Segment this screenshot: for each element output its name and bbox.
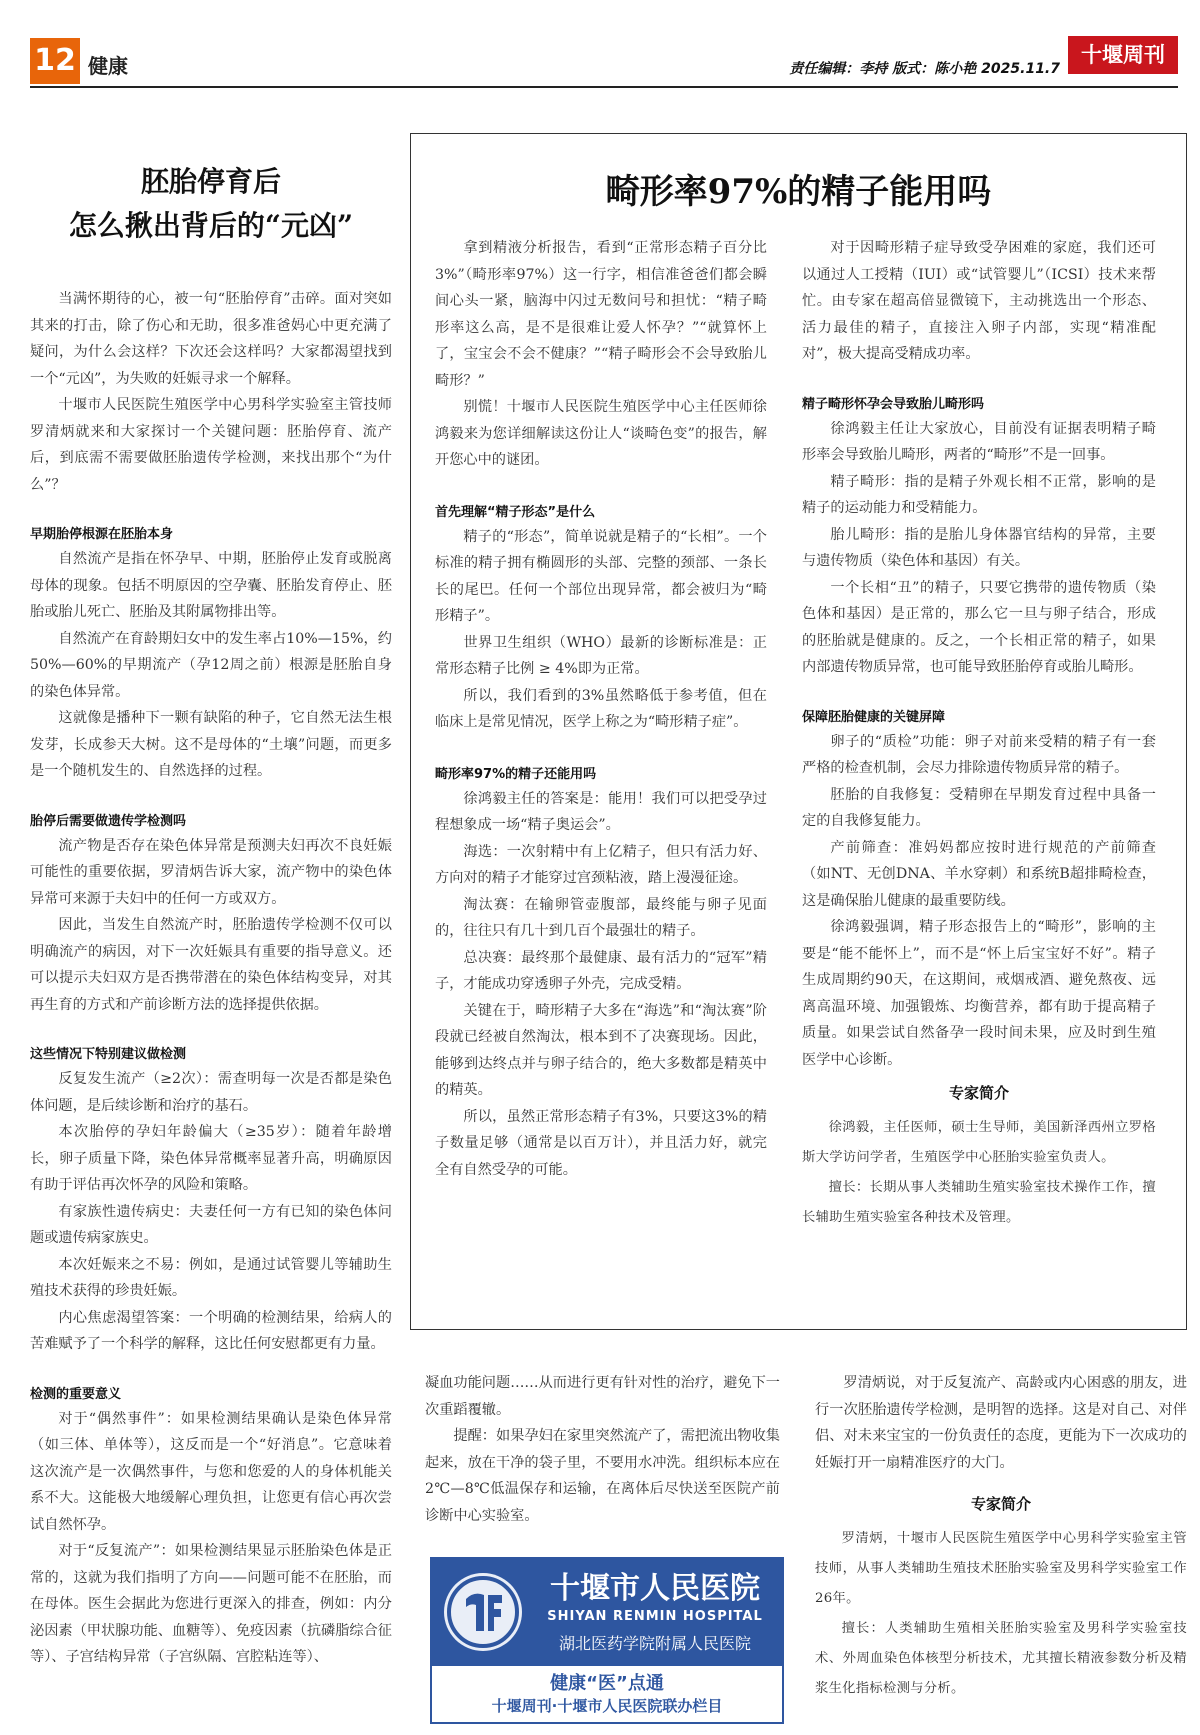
hospital-name-en: SHIYAN RENMIN HOSPITAL (547, 1609, 763, 1624)
left-article (30, 160, 392, 1671)
page-number: 12 (30, 38, 80, 84)
paragraph: 别慌！十堰市人民医院生殖医学中心主任医师徐鸿毅来为您详细解读这份让人“谈畸色变”的报告，解开您心中的谜团。 (435, 399, 767, 468)
paragraph: 十堰市人民医院生殖医学中心男科学实验室主管技师罗清炳就来和大家探讨一个关键问题：胚胎停育、流产后，到底需不需要做胚胎遗传学检测，来找出那个“为什么”？ (30, 397, 392, 493)
paragraph: 内心焦虑渴望答案：一个明确的检测结果，给病人的苦难赋予了一个科学的解释，这比任何安慰都更有力量。 (30, 1309, 392, 1352)
left-article-title-line2: 怎么揪出背后的“元凶” (68, 209, 354, 242)
left-article-title-line1: 胚胎停育后 (140, 165, 281, 198)
paragraph: 产前筛查：准妈妈都应按时进行规范的产前筛查（如NT、无创DNA、羊水穿刺）和系统B超排畸检查，这是确保胎儿健康的最重要防线。 (802, 839, 1156, 909)
paragraph: 徐鸿毅主任让大家放心，目前没有证据表明精子畸形率会导致胎儿畸形，两者的“畸形”不是一回事。 (802, 420, 1156, 463)
masthead-logo: 十堰周刊 (1068, 36, 1178, 74)
paragraph: 所以，虽然正常形态精子有3%，只要这3%的精子数量足够（通常是以百万计），并且活力好，就完全有自然受孕的可能。 (435, 1108, 767, 1178)
section-heading: 检测的重要意义 (30, 1386, 122, 1402)
paragraph: 卵子的“质检”功能：卵子对前来受精的精子有一套严格的检查机制，会尽力排除遗传物质异常的精子。 (802, 733, 1156, 776)
section-heading: 畸形率97%的精子还能用吗 (435, 766, 597, 782)
section-heading: 胎停后需要做遗传学检测吗 (30, 813, 187, 829)
paragraph: 徐鸿毅主任的答案是：能用！我们可以把受孕过程想象成一场“精子奥运会”。 (435, 790, 767, 833)
boxed-article-title: 畸形率97%的精子能用吗 (605, 172, 992, 212)
paragraph: 流产物是否存在染色体异常是预测夫妇再次不良妊娠可能性的重要依据，罗清炳告诉大家，流产物中的染色体异常可来源于夫妇中的任何一方或双方。 (30, 837, 392, 907)
paragraph: 胚胎的自我修复：受精卵在早期发育过程中具备一定的自我修复能力。 (802, 786, 1156, 829)
expert-bio: 罗清炳，十堰市人民医院生殖医学中心男科学实验室主管技师，从事人类辅助生殖技术胚胎实验室及男科学实验室工作26年。 (815, 1531, 1187, 1606)
hospital-logo-icon (444, 1573, 522, 1651)
paragraph: 海选：一次射精中有上亿精子，但只有活力好、方向对的精子才能穿过宫颈粘液，踏上漫漫征途。 (435, 843, 767, 886)
paragraph: 自然流产在育龄期妇女中的发生率占10%—15%，约50%—60%的早期流产（孕12周之前）根源是胚胎自身的染色体异常。 (30, 630, 392, 700)
left-article-continuation (425, 1370, 780, 1529)
paragraph: 精子畸形：指的是精子外观长相不正常，影响的是精子的运动能力和受精能力。 (802, 473, 1156, 516)
paragraph: 自然流产是指在怀孕早、中期，胚胎停止发育或脱离母体的现象。包括不明原因的空孕囊、胚胎发育停止、胚胎或胎儿死亡、胚胎及其附属物排出等。 (30, 551, 392, 620)
section-heading: 精子畸形怀孕会导致胎儿畸形吗 (802, 396, 985, 412)
banner-top (432, 1559, 782, 1666)
expert-intro (802, 1113, 1156, 1233)
expert-intro-heading: 专家简介 (948, 1084, 1009, 1102)
hospital-name: 十堰市人民医院 (550, 1571, 760, 1606)
paragraph: 对于“偶然事件”：如果检测结果确认是染色体异常（如三体、单体等），这反而是一个“好消息”。它意味着这次流产是一次偶然事件，与您和您爱的人的身体机能关系不大。这能极大地缓解心理负担，让您更有信心再次尝试自然怀孕。 (30, 1410, 392, 1533)
paragraph: 当满怀期待的心，被一句“胚胎停育”击碎。面对突如其来的打击，除了伤心和无助，很多准爸妈心中更充满了疑问，为什么会这样？下次还会这样吗？大家都渴望找到一个“元凶”，为失败的妊娠寻求一个解释。 (30, 291, 392, 387)
paragraph: 本次胎停的孕妇年龄偏大（≥35岁）：随着年龄增长，卵子质量下降，染色体异常概率显著升高，明确原因有助于评估再次怀孕的风险和策略。 (30, 1124, 392, 1193)
paragraph: 所以，我们看到的3%虽然略低于参考值，但在临床上是常见情况，医学上称之为“畸形精子症”。 (435, 687, 767, 730)
section-name: 健康 (88, 54, 128, 78)
editor-credits: 责任编辑：李持 版式：陈小艳 2025.11.7 (789, 61, 1060, 77)
expert-intro (815, 1524, 1187, 1704)
header-rule (30, 86, 1178, 88)
paragraph: 罗清炳说，对于反复流产、高龄或内心困惑的朋友，进行一次胚胎遗传学检测，是明智的选择。这是对自己、对伴侣、对未来宝宝的一份负责任的态度，更能为下一次成功的妊娠打开一扇精准医疗的大门。 (815, 1375, 1187, 1471)
hospital-affiliation: 湖北医药学院附属人民医院 (558, 1634, 751, 1653)
paragraph: 一个长相“丑”的精子，只要它携带的遗传物质（染色体和基因）是正常的，那么它一旦与卵子结合，形成的胚胎就是健康的。反之，一个长相正常的精子，如果内部遗传物质异常，也可能导致胚胎停育或胎儿畸形。 (802, 579, 1156, 675)
paragraph: 拿到精液分析报告，看到“正常形态精子百分比3%”（畸形率97%）这一行字，相信准爸爸们都会瞬间心头一紧，脑海中闪过无数问号和担忧：“精子畸形率这么高，是不是很难让爱人怀孕？”“就算怀上了，宝宝会不会不健康？”“精子畸形会不会导致胎儿畸形？” (435, 240, 767, 389)
paragraph: 提醒：如果孕妇在家里突然流产了，需把流出物收集起来，放在干净的袋子里，不要用水冲洗。组织标本应在2℃—8℃低温保存和运输，在离体后尽快送至医院产前诊断中心实验室。 (425, 1428, 780, 1524)
paragraph: 对于“反复流产”：如果检测结果显示胚胎染色体是正常的，这就为我们指明了方向——问题可能不在胚胎，而在母体。医生会据此为您进行更深入的排查，例如：内分泌因素（甲状腺功能、血糖等）、免疫因素（抗磷脂综合征等）、子宫结构异常（子宫纵隔、宫腔粘连等）、 (30, 1543, 392, 1665)
expert-intro-heading: 专家简介 (970, 1495, 1031, 1513)
paragraph: 淘汰赛：在输卵管壶腹部，最终能与卵子见面的，往往只有几十到几百个最强壮的精子。 (435, 896, 767, 939)
paragraph: 反复发生流产（≥2次）：需查明每一次是否都是染色体问题，是后续诊断和治疗的基石。 (30, 1071, 392, 1114)
paragraph: 因此，当发生自然流产时，胚胎遗传学检测不仅可以明确流产的病因，对下一次妊娠具有重要的指导意义。还可以提示夫妇双方是否携带潜在的染色体结构变异，对其再生育的方式和产前诊断方法的选择提供依据。 (30, 917, 392, 1013)
section-heading: 早期胎停根源在胚胎本身 (30, 527, 174, 542)
expert-bio: 徐鸿毅，主任医师，硕士生导师，美国新泽西州立罗格斯大学访问学者，生殖医学中心胚胎实验室负责人。 (802, 1120, 1156, 1165)
hospital-column-banner (430, 1557, 784, 1724)
paragraph: 凝血功能问题……从而进行更有针对性的治疗，避免下一次重蹈覆辙。 (425, 1375, 780, 1418)
paragraph: 胎儿畸形：指的是胎儿身体器官结构的异常，主要与遗传物质（染色体和基因）有关。 (802, 526, 1156, 569)
section-heading: 这些情况下特别建议做检测 (30, 1047, 187, 1062)
paragraph: 对于因畸形精子症导致受孕困难的家庭，我们还可以通过人工授精（IUI）或“试管婴儿”（ICSI）技术来帮忙。由专家在超高倍显微镜下，主动挑选出一个形态、活力最佳的精子，直接注入卵子内部，实现“精准配对”，极大提高受精成功率。 (802, 240, 1156, 362)
left-article-conclusion (815, 1370, 1187, 1704)
paragraph: 精子的“形态”，简单说就是精子的“长相”。一个标准的精子拥有椭圆形的头部、完整的颈部、一条长长的尾巴。任何一个部位出现异常，都会被归为“畸形精子”。 (435, 528, 767, 624)
column-subtitle: 十堰周刊·十堰市人民医院联办栏目 (491, 1697, 723, 1715)
boxed-article-col2 (802, 235, 1156, 1233)
paragraph: 有家族性遗传病史：夫妻任何一方有已知的染色体问题或遗传病家族史。 (30, 1203, 392, 1246)
paragraph: 总决赛：最终那个最健康、最有活力的“冠军”精子，才能成功穿透卵子外壳，完成受精。 (435, 949, 767, 992)
section-heading: 首先理解“精子形态”是什么 (435, 504, 596, 520)
expert-specialty: 擅长：人类辅助生殖相关胚胎实验室及男科学实验室技术、外周血染色体核型分析技术，尤其擅长精液参数分析及精浆生化指标检测与分析。 (815, 1621, 1187, 1696)
column-name: 健康“医”点通 (550, 1673, 664, 1694)
page-header (0, 0, 1200, 92)
paragraph: 本次妊娠来之不易：例如，是通过试管婴儿等辅助生殖技术获得的珍贵妊娠。 (30, 1256, 392, 1299)
paragraph: 关键在于，畸形精子大多在“海选”和“淘汰赛”阶段就已经被自然淘汰，根本到不了决赛现场。因此，能够到达终点并与卵子结合的，绝大多数都是精英中的精英。 (435, 1002, 767, 1098)
boxed-article-col1 (435, 235, 767, 1183)
paragraph: 世界卫生组织（WHO）最新的诊断标准是：正常形态精子比例 ≥ 4%即为正常。 (435, 634, 767, 677)
expert-specialty: 擅长：长期从事人类辅助生殖实验室技术操作工作，擅长辅助生殖实验室各种技术及管理。 (802, 1180, 1156, 1225)
section-heading: 保障胚胎健康的关键屏障 (802, 709, 946, 725)
paragraph: 这就像是播种下一颗有缺陷的种子，它自然无法生根发芽，长成参天大树。这不是母体的“土壤”问题，而更多是一个随机发生的、自然选择的过程。 (30, 710, 392, 779)
paragraph: 徐鸿毅强调，精子形态报告上的“畸形”，影响的主要是“能不能怀上”，而不是“怀上后宝宝好不好”。精子生成周期约90天，在这期间，戒烟戒酒、避免熬夜、远离高温环境、加强锻炼、均衡营养，都有助于提高精子质量。如果尝试自然备孕一段时间未果，应及时到生殖医学中心诊断。 (802, 919, 1156, 1068)
